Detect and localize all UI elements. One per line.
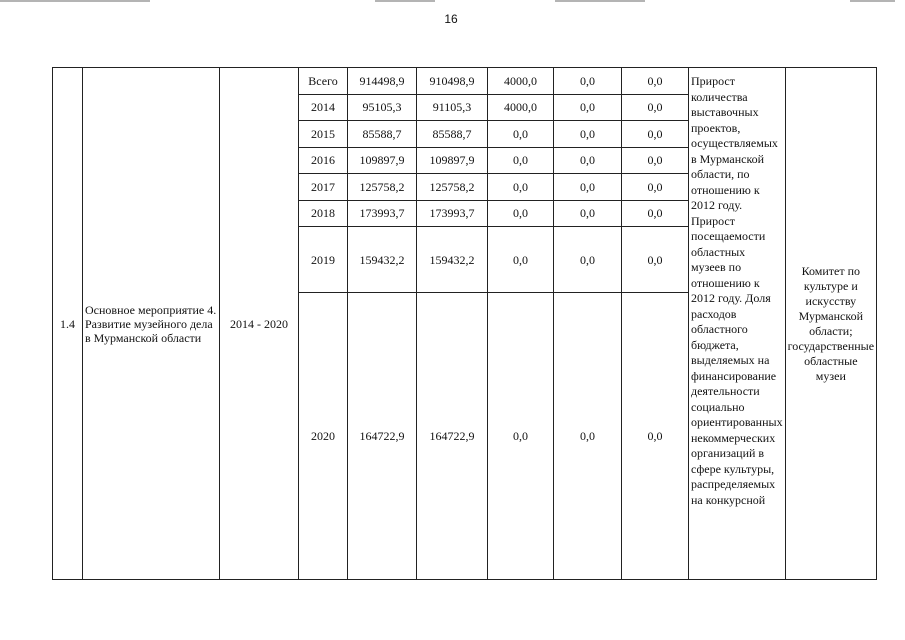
extra-budget-cell: 0,0 — [622, 293, 689, 580]
scan-artifact-corner — [850, 0, 895, 2]
year-cell: 2018 — [299, 200, 348, 227]
program-measures-table — [52, 67, 877, 580]
scan-artifact-left — [0, 0, 150, 2]
executor-text: Комитет по культуре и искусству Мурманской области; государственные областные музеи — [785, 68, 877, 580]
federal-budget-cell: 0,0 — [488, 227, 554, 293]
local-budget-cell: 0,0 — [554, 227, 622, 293]
local-budget-cell: 0,0 — [554, 94, 622, 121]
federal-budget-cell: 0,0 — [488, 174, 554, 201]
total-funding-cell: 125758,2 — [348, 174, 417, 201]
extra-budget-cell: 0,0 — [622, 147, 689, 174]
total-funding-cell: 914498,9 — [348, 68, 417, 95]
scan-artifact-right — [555, 0, 645, 2]
indicators-text: Прирост количества выставочных проектов, осуществляемых в Мурманской области, по отношению к 2012 году. Прирост посещаемости областных музеев по отношению к 2012 году. Доля расходов областного бюджета, выделяемых на финансирование деятельности социально ориентированных некоммерческих организаций в сфере культуры, распределяемых на конкурсной — [689, 68, 786, 580]
regional-budget-cell: 159432,2 — [417, 227, 488, 293]
year-cell: 2015 — [299, 121, 348, 148]
federal-budget-cell: 0,0 — [488, 121, 554, 148]
local-budget-cell: 0,0 — [554, 147, 622, 174]
federal-budget-cell: 4000,0 — [488, 68, 554, 95]
year-cell: 2017 — [299, 174, 348, 201]
extra-budget-cell: 0,0 — [622, 68, 689, 95]
federal-budget-cell: 0,0 — [488, 147, 554, 174]
extra-budget-cell: 0,0 — [622, 200, 689, 227]
table-row-total — [53, 68, 877, 95]
year-cell: 2019 — [299, 227, 348, 293]
total-funding-cell: 109897,9 — [348, 147, 417, 174]
local-budget-cell: 0,0 — [554, 293, 622, 580]
total-funding-cell: 85588,7 — [348, 121, 417, 148]
local-budget-cell: 0,0 — [554, 174, 622, 201]
measure-name: Основное мероприятие 4. Развитие музейного дела в Мурманской области — [83, 68, 220, 580]
extra-budget-cell: 0,0 — [622, 94, 689, 121]
regional-budget-cell: 91105,3 — [417, 94, 488, 121]
local-budget-cell: 0,0 — [554, 200, 622, 227]
year-cell: 2014 — [299, 94, 348, 121]
federal-budget-cell: 0,0 — [488, 293, 554, 580]
scan-artifact-middle — [375, 0, 435, 2]
total-funding-cell: 95105,3 — [348, 94, 417, 121]
measure-period: 2014 - 2020 — [220, 68, 299, 580]
local-budget-cell: 0,0 — [554, 121, 622, 148]
regional-budget-cell: 173993,7 — [417, 200, 488, 227]
regional-budget-cell: 85588,7 — [417, 121, 488, 148]
total-funding-cell: 164722,9 — [348, 293, 417, 580]
regional-budget-cell: 125758,2 — [417, 174, 488, 201]
extra-budget-cell: 0,0 — [622, 121, 689, 148]
year-cell: 2020 — [299, 293, 348, 580]
year-cell: Всего — [299, 68, 348, 95]
total-funding-cell: 159432,2 — [348, 227, 417, 293]
regional-budget-cell: 910498,9 — [417, 68, 488, 95]
year-cell: 2016 — [299, 147, 348, 174]
total-funding-cell: 173993,7 — [348, 200, 417, 227]
federal-budget-cell: 0,0 — [488, 200, 554, 227]
extra-budget-cell: 0,0 — [622, 174, 689, 201]
page-number: 16 — [444, 12, 458, 26]
regional-budget-cell: 164722,9 — [417, 293, 488, 580]
measure-number: 1.4 — [53, 68, 83, 580]
regional-budget-cell: 109897,9 — [417, 147, 488, 174]
local-budget-cell: 0,0 — [554, 68, 622, 95]
extra-budget-cell: 0,0 — [622, 227, 689, 293]
federal-budget-cell: 4000,0 — [488, 94, 554, 121]
